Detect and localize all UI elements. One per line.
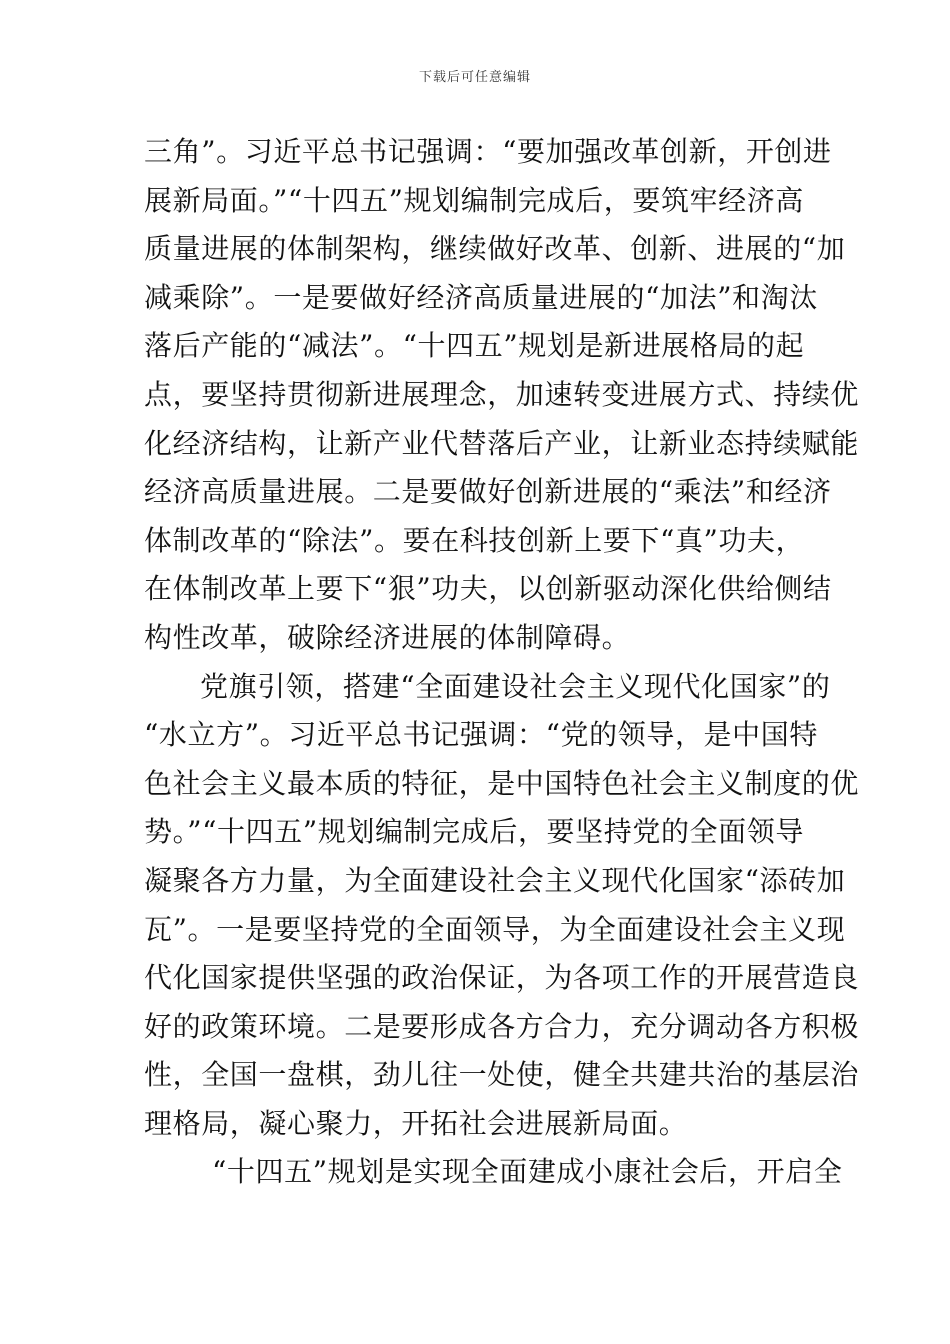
text-line: 性，全国一盘棋，劲儿往一处使，健全共建共治的基层治 bbox=[144, 1058, 860, 1092]
text-line: 势。”“十四五”规划编制完成后，要坚持党的全面领导 bbox=[144, 815, 804, 849]
body-text bbox=[144, 128, 860, 1197]
text-line: 三角”。习近平总书记强调：“要加强改革创新，开创进 bbox=[144, 135, 832, 168]
paragraph-start-line: “十四五”规划是实现全面建成小康社会后，开启全 bbox=[212, 1155, 843, 1189]
text-line: 在体制改革上要下“狠”功夫，以创新驱动深化供给侧结 bbox=[144, 572, 832, 606]
text-line: 瓦”。一是要坚持党的全面领导，为全面建设社会主义现 bbox=[144, 912, 846, 946]
text-line: “水立方”。习近平总书记强调：“党的领导，是中国特 bbox=[144, 718, 818, 752]
text-line: 色社会主义最本质的特征，是中国特色社会主义制度的优 bbox=[144, 766, 860, 800]
text-line: 化经济结构，让新产业代替落后产业，让新业态持续赋能 bbox=[144, 426, 860, 460]
text-line: 点，要坚持贯彻新进展理念，加速转变进展方式、持续优 bbox=[144, 377, 860, 411]
text-line: 代化国家提供坚强的政治保证，为各项工作的开展营造良 bbox=[144, 961, 860, 995]
text-line: 落后产能的“减法”。“十四五”规划是新进展格局的起 bbox=[144, 329, 805, 363]
text-line: 减乘除”。一是要做好经济高质量进展的“加法”和淘汰 bbox=[144, 280, 818, 314]
header-note: 下载后可任意编辑 bbox=[418, 70, 531, 85]
text-line: 好的政策环境。二是要形成各方合力，充分调动各方积极 bbox=[144, 1009, 860, 1043]
text-line: 质量进展的体制架构，继续做好改革、创新、进展的“加 bbox=[144, 232, 846, 266]
text-line: 凝聚各方力量，为全面建设社会主义现代化国家“添砖加 bbox=[144, 863, 846, 897]
text-line: 经济高质量进展。二是要做好创新进展的“乘法”和经济 bbox=[144, 475, 832, 509]
text-line: 体制改革的“除法”。要在科技创新上要下“真”功夫， bbox=[144, 523, 805, 557]
paragraph-start-line: 党旗引领，搭建“全面建设社会主义现代化国家”的 bbox=[200, 669, 831, 703]
text-line: 理格局，凝心聚力，开拓社会进展新局面。 bbox=[144, 1106, 688, 1140]
text-line: 构性改革，破除经济进展的体制障碍。 bbox=[144, 620, 631, 654]
text-line: 展新局面。”“十四五”规划编制完成后，要筑牢经济高 bbox=[144, 183, 804, 217]
